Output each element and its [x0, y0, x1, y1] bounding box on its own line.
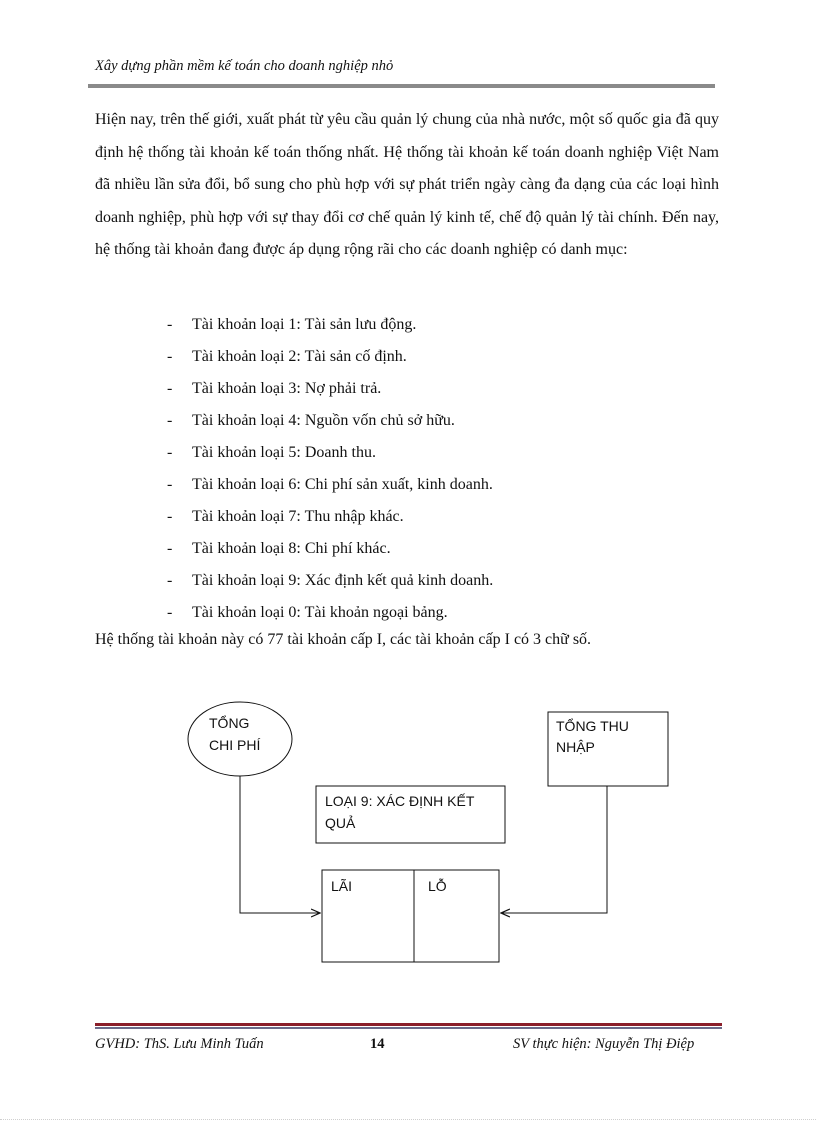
intro-paragraph: Hiện nay, trên thế giới, xuất phát từ yêu cầu quản lý chung của nhà nước, một số quốc gia đã quy định hệ thống tài khoản kế toán thống nhất. Hệ thống tài khoản kế toán doanh nghiệp Việt Nam đã nhiều lần sửa đổi, bổ sung cho phù hợp với sự phát triển ngày càng đa dạng của các loại hình doanh nghiệp, phù hợp với sự thay đổi cơ chế quản lý kinh tế, chế độ quản lý tài chính. Đến nay, hệ thống tài khoản đang được áp dụng rộng rãi cho các doanh nghiệp có danh mục:: [95, 111, 719, 258]
footer-rule: [95, 1023, 722, 1026]
header-title: Xây dựng phần mềm kế toán cho doanh nghiệp nhỏ: [95, 58, 394, 74]
summary-text: Hệ thống tài khoản này có 77 tài khoản cấp I, các tài khoản cấp I có 3 chữ số.: [95, 631, 592, 648]
total-income-label: NHẬP: [556, 739, 595, 755]
list-item: - Tài khoản loại 5: Doanh thu.: [167, 444, 376, 461]
list-item: - Tài khoản loại 3: Nợ phải trả.: [167, 380, 382, 397]
cost-to-profit-arrow: [240, 776, 320, 913]
page-number: 14: [370, 1036, 385, 1052]
list-item: - Tài khoản loại 2: Tài sản cố định.: [167, 348, 407, 365]
class9-label: LOẠI 9: XÁC ĐỊNH KẾT: [325, 793, 475, 809]
income-to-loss-arrow: [501, 786, 607, 913]
total-cost-label: TỔNG: [209, 715, 250, 731]
list-item: - Tài khoản loại 7: Thu nhập khác.: [167, 508, 404, 525]
class9-label: QUẢ: [325, 815, 356, 831]
list-item: - Tài khoản loại 9: Xác định kết quả kinh doanh.: [167, 572, 494, 589]
list-item: - Tài khoản loại 4: Nguồn vốn chủ sở hữu.: [167, 412, 455, 429]
total-cost-label: CHI PHÍ: [209, 737, 261, 753]
profit-label: LÃI: [331, 878, 353, 894]
list-item: - Tài khoản loại 0: Tài khoản ngoại bảng.: [167, 604, 448, 621]
footer-student: SV thực hiện: Nguyễn Thị Điệp: [513, 1036, 695, 1052]
list-item: - Tài khoản loại 8: Chi phí khác.: [167, 540, 391, 557]
page-edge: [0, 1119, 816, 1120]
total-income-label: TỔNG THU: [556, 718, 629, 734]
footer-supervisor: GVHD: ThS. Lưu Minh Tuấn: [95, 1036, 264, 1052]
footer-rule: [95, 1027, 722, 1029]
list-item: - Tài khoản loại 6: Chi phí sản xuất, kinh doanh.: [167, 476, 493, 493]
loss-label: LỖ: [428, 878, 447, 894]
list-item: - Tài khoản loại 1: Tài sản lưu động.: [167, 316, 417, 333]
